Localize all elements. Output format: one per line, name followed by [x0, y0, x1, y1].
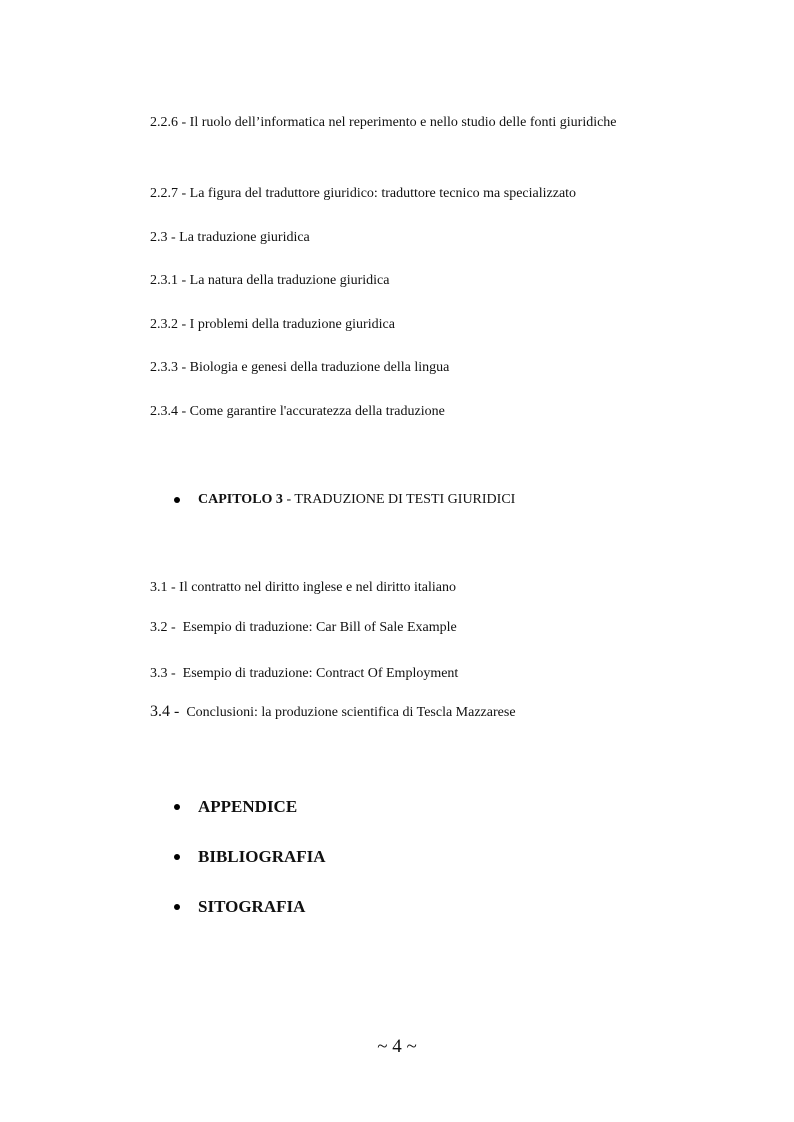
- toc-entry-2-2-6: 2.2.6 - Il ruolo dell’informatica nel reperimento e nello studio delle fonti giuridiche: [150, 115, 617, 130]
- page-number: ~ 4 ~: [377, 1036, 417, 1057]
- toc-entry-3-2: 3.2 - Esempio di traduzione: Car Bill of Sale Example: [150, 620, 457, 635]
- toc-entry-3-4-text: Conclusioni: la produzione scientifica di Tescla Mazzarese: [179, 705, 516, 720]
- webography-label: SITOGRAFIA: [198, 897, 306, 916]
- bullet-icon: [174, 904, 180, 910]
- toc-entry-2-3-4: 2.3.4 - Come garantire l'accuratezza della traduzione: [150, 404, 445, 419]
- chapter-3-heading: [174, 488, 515, 512]
- appendix-heading: [174, 794, 297, 820]
- bullet-icon: [174, 497, 180, 503]
- chapter-3-label: CAPITOLO 3: [198, 492, 283, 507]
- toc-entry-2-3: 2.3 - La traduzione giuridica: [150, 230, 310, 245]
- toc-entry-2-3-1: 2.3.1 - La natura della traduzione giuridica: [150, 273, 390, 288]
- toc-entry-2-3-2: 2.3.2 - I problemi della traduzione giuridica: [150, 317, 395, 332]
- toc-entry-2-2-7: 2.2.7 - La figura del traduttore giuridico: traduttore tecnico ma specializzato: [150, 186, 577, 201]
- toc-entry-2-3-3: 2.3.3 - Biologia e genesi della traduzione della lingua: [150, 360, 450, 375]
- appendix-label: APPENDICE: [198, 797, 298, 816]
- toc-entry-3-4-number: 3.4 -: [150, 703, 180, 720]
- bullet-icon: [174, 804, 180, 810]
- bibliography-label: BIBLIOGRAFIA: [198, 847, 326, 866]
- toc-entry-3-4: [150, 698, 680, 726]
- chapter-3-title: - TRADUZIONE DI TESTI GIURIDICI: [282, 492, 516, 507]
- toc-entry-3-3: 3.3 - Esempio di traduzione: Contract Of Employment: [150, 666, 459, 681]
- bullet-icon: [174, 854, 180, 860]
- toc-entry-3-1: 3.1 - Il contratto nel diritto inglese e nel diritto italiano: [150, 580, 456, 595]
- bibliography-heading: [174, 844, 326, 870]
- webography-heading: [174, 894, 305, 920]
